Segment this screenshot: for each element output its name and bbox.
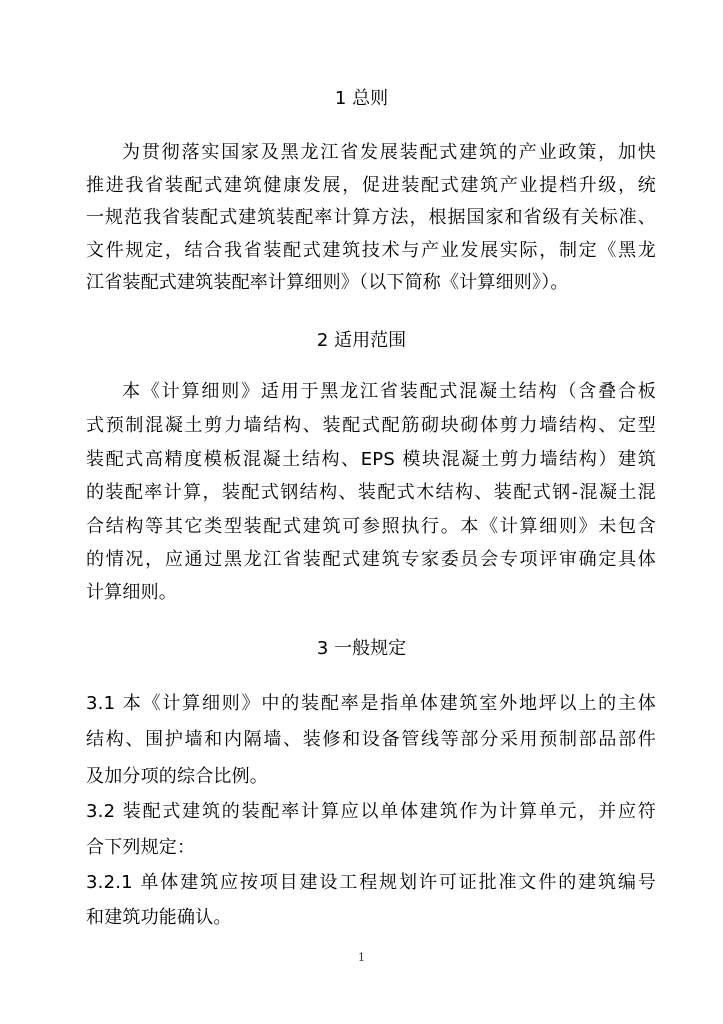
section-1-line-4: 文件规定，结合我省装配式建筑技术与产业发展实际，制定《黑龙: [86, 240, 656, 261]
section-3-line-2: 结构、围护墙和内隔墙、装修和设备管线等部分采用预制部品部件: [86, 729, 656, 750]
section-3-line-1: 3.1 本《计算细则》中的装配率是指单体建筑室外地坪以上的主体: [86, 693, 656, 714]
section-1-line-1: 为贯彻落实国家及黑龙江省发展装配式建筑的产业政策，加快: [122, 142, 656, 163]
section-1-line-5: 江省装配式建筑装配率计算细则》（以下简称《计算细则》）。: [86, 272, 569, 293]
section-2-line-6: 的情况，应通过黑龙江省装配式建筑专家委员会专项评审确定具体: [86, 549, 656, 570]
section-2-line-4: 的装配率计算，装配式钢结构、装配式木结构、装配式钢-混凝土混: [86, 482, 656, 503]
section-2-line-3: 装配式高精度模板混凝土结构、EPS 模块混凝土剪力墙结构）建筑: [86, 449, 656, 470]
section-1-line-3: 一规范我省装配式建筑装配率计算方法，根据国家和省级有关标准、: [86, 207, 656, 228]
section-3-line-5: 合下列规定：: [86, 837, 196, 858]
section-2-line-5: 合结构等其它类型装配式建筑可参照执行。本《计算细则》未包含: [86, 516, 656, 537]
section-3-heading: 3 一般规定: [316, 638, 407, 659]
section-2-heading: 2 适用范围: [316, 330, 407, 351]
section-2-line-2: 式预制混凝土剪力墙结构、装配式配筋砌块砌体剪力墙结构、定型: [86, 415, 656, 436]
page-number: 1: [358, 951, 365, 964]
section-3-line-4: 3.2 装配式建筑的装配率计算应以单体建筑作为计算单元，并应符: [86, 801, 656, 822]
section-1-heading: 1 总则: [334, 88, 389, 109]
section-3-line-3: 及加分项的综合比例。: [86, 766, 268, 787]
section-2-line-7: 计算细则。: [86, 582, 177, 603]
section-2-line-1: 本《计算细则》适用于黑龙江省装配式混凝土结构（含叠合板: [122, 381, 656, 402]
section-1-line-2: 推进我省装配式建筑健康发展，促进装配式建筑产业提档升级，统: [86, 175, 656, 196]
section-3-line-6: 3.2.1 单体建筑应按项目建设工程规划许可证批准文件的建筑编号: [86, 872, 656, 893]
section-3-line-7: 和建筑功能确认。: [86, 907, 232, 928]
